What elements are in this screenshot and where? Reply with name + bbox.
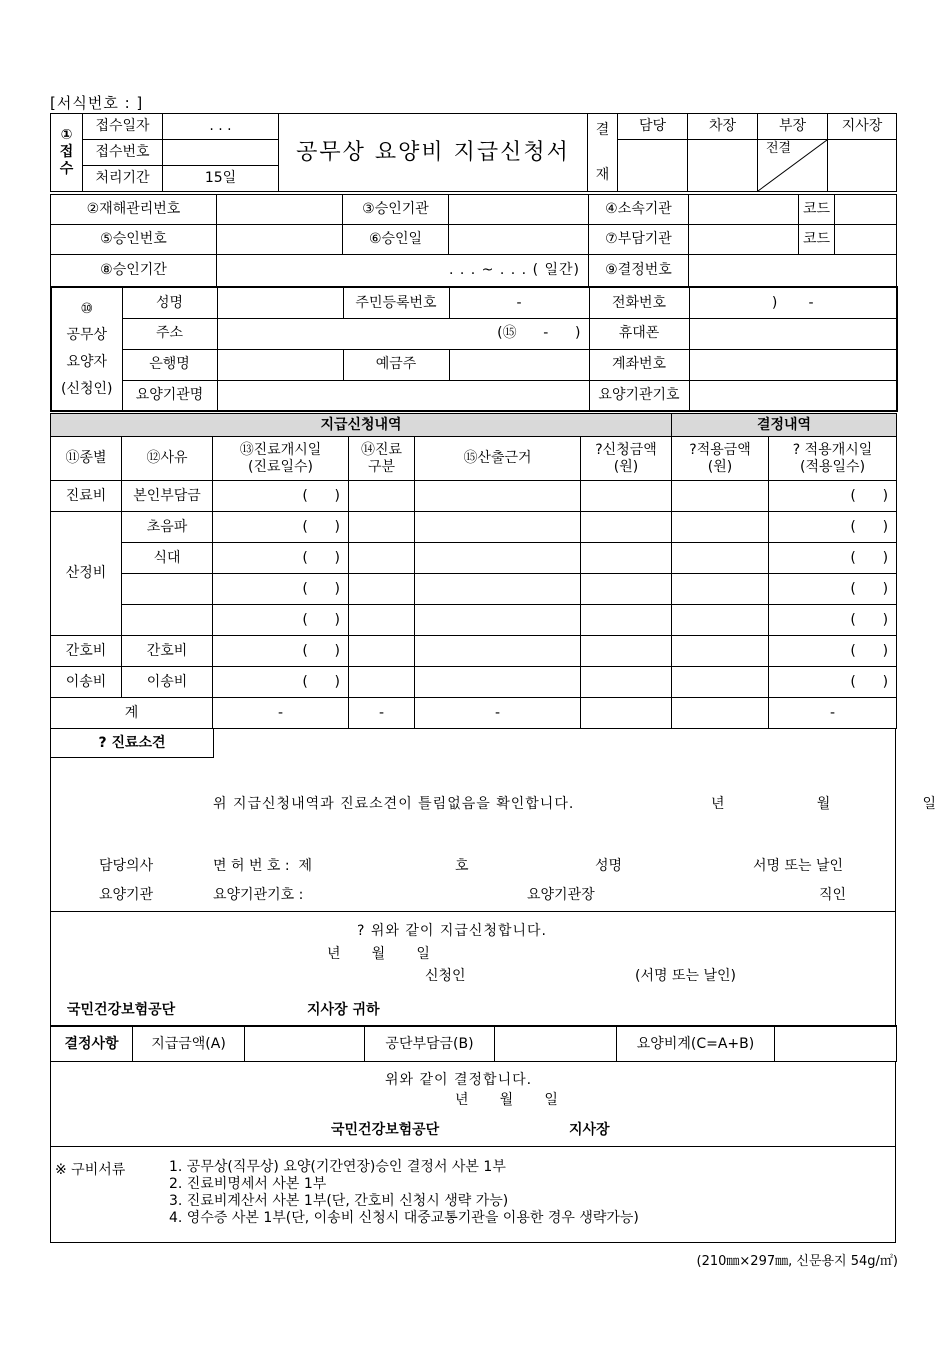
row-start: ( ): [213, 667, 349, 698]
license-label: 면 허 번 호 : 제: [213, 858, 313, 874]
row-basis: [415, 543, 581, 574]
row-applied: [672, 481, 769, 512]
col-basis: ⑮산출근거: [415, 437, 581, 481]
row-basis: [415, 636, 581, 667]
doctor-sign: 서명 또는 날인: [753, 858, 844, 874]
table-row: [51, 481, 897, 512]
application-date: 년 월 일: [327, 946, 430, 962]
approval-date-label: ⑥승인일: [343, 225, 449, 255]
approval-period-value: . . . ~ . . . ( 일간): [217, 255, 589, 287]
paper-note: (210㎜×297㎜, 신문용지 54g/㎡): [696, 1254, 898, 1269]
form-number: [서식번호 : ]: [50, 94, 144, 112]
holder-label: 예금주: [343, 349, 449, 380]
decision-date: 년 월 일: [455, 1092, 558, 1108]
row-reason: [122, 605, 213, 636]
institution-head-label: 요양기관장: [527, 887, 595, 903]
corp-burden-label: 공단부담금(B): [365, 1026, 495, 1061]
row-reason: [122, 574, 213, 605]
approval-no-value: [217, 225, 343, 255]
list-item: 4. 영수증 사본 1부(단, 이송비 신청시 대중교통기관을 이용한 경우 생략가능): [169, 1210, 639, 1226]
approval-header-director: 부장: [758, 114, 828, 140]
approval-sign-deputy: [688, 140, 758, 192]
approval-date-value: [449, 225, 589, 255]
patient-label: ⑩ 공무상 요양자 (신청인): [51, 287, 122, 411]
processing-period-label: 처리기간: [83, 166, 163, 192]
decision-label: 결정사항: [51, 1026, 133, 1061]
row-type: 간호비: [51, 636, 122, 667]
documents-box: [50, 1146, 896, 1243]
approval-label: 결 재: [588, 114, 618, 192]
table-row: [51, 667, 897, 698]
row-category: [349, 543, 415, 574]
row-applied-start: ( ): [769, 605, 897, 636]
row-category: [349, 481, 415, 512]
institution-code-value: [689, 380, 897, 411]
mobile-label: 휴대폰: [589, 318, 689, 349]
pay-amount-label: 지급금액(A): [133, 1026, 245, 1061]
total-start: -: [213, 698, 349, 729]
row-type: 산정비: [51, 512, 122, 636]
ssn-value: -: [449, 287, 589, 318]
row-reason: 식대: [122, 543, 213, 574]
corp-burden-value: [495, 1026, 617, 1061]
approval-period-label: ⑧승인기간: [51, 255, 217, 287]
row-start: ( ): [213, 481, 349, 512]
approval-sign-branch-head: [828, 140, 897, 192]
affiliated-code-label: 코드: [799, 195, 835, 225]
total-cost-label: 요양비계(C=A+B): [617, 1026, 775, 1061]
row-applied: [672, 574, 769, 605]
row-start: ( ): [213, 574, 349, 605]
list-item: 3. 진료비계산서 사본 1부(단, 간호비 신청시 생략 가능): [169, 1193, 509, 1209]
detail-table: [50, 413, 897, 729]
reception-label: ① 접 수: [51, 114, 83, 192]
approval-sign-staff: [618, 140, 688, 192]
col-applied: ?적용금액 (원): [672, 437, 769, 481]
institution-name-value: [217, 380, 589, 411]
mobile-value: [689, 318, 897, 349]
application-statement: ? 위와 같이 지급신청합니다.: [357, 923, 547, 939]
row-start: ( ): [213, 636, 349, 667]
row-applied-start: ( ): [769, 667, 897, 698]
burden-agency-value: [689, 225, 799, 255]
row-type: 진료비: [51, 481, 122, 512]
row-reason: 초음파: [122, 512, 213, 543]
opinion-date: 년 월 일: [711, 796, 937, 812]
row-applied: [672, 543, 769, 574]
col-type: ⑪종별: [51, 437, 122, 481]
applicant-sign: (서명 또는 날인): [635, 968, 736, 984]
documents-list: [169, 1159, 639, 1227]
jeongyeol-label: 전결: [765, 141, 792, 156]
doctor-name-label: 성명: [595, 858, 623, 874]
approval-header-branch-head: 지사장: [828, 114, 897, 140]
row-basis: [415, 605, 581, 636]
total-applied-start: -: [769, 698, 897, 729]
row-requested: [581, 512, 672, 543]
row-applied: [672, 512, 769, 543]
reception-date-value: . . .: [163, 114, 279, 140]
row-type: 이송비: [51, 667, 122, 698]
institution-code-label: 요양기관기호: [589, 380, 689, 411]
list-item: 1. 공무상(직무상) 요양(기간연장)승인 결정서 사본 1부: [169, 1159, 506, 1175]
row-requested: [581, 543, 672, 574]
bank-value: [217, 349, 343, 380]
pay-amount-value: [245, 1026, 365, 1061]
account-value: [689, 349, 897, 380]
approval-header-staff: 담당: [618, 114, 688, 140]
list-item: 2. 진료비명세서 사본 1부: [169, 1176, 327, 1192]
row-applied-start: ( ): [769, 481, 897, 512]
row-reason: 본인부담금: [122, 481, 213, 512]
row-applied-start: ( ): [769, 574, 897, 605]
total-label: 계: [51, 698, 213, 729]
bank-label: 은행명: [122, 349, 217, 380]
header-table: [50, 113, 897, 192]
approval-agency-value: [449, 195, 589, 225]
burden-code-value: [835, 225, 897, 255]
decision-org: 국민건강보험공단: [331, 1122, 440, 1138]
total-category: -: [349, 698, 415, 729]
row-applied-start: ( ): [769, 636, 897, 667]
documents-label: ※ 구비서류: [55, 1162, 126, 1178]
total-row: [51, 698, 897, 729]
row-category: [349, 574, 415, 605]
row-applied-start: ( ): [769, 543, 897, 574]
processing-period-value: 15일: [163, 166, 279, 192]
row-basis: [415, 512, 581, 543]
institution-seal: 직인: [819, 887, 847, 903]
disaster-mgmt-no-value: [217, 195, 343, 225]
reception-number-value: [163, 140, 279, 166]
ssn-label: 주민등록번호: [343, 287, 449, 318]
approval-sign-director: [758, 140, 828, 192]
name-value: [217, 287, 343, 318]
affiliated-code-value: [835, 195, 897, 225]
row-applied: [672, 667, 769, 698]
section-decide-header: 결정내역: [672, 414, 897, 437]
account-label: 계좌번호: [589, 349, 689, 380]
phone-label: 전화번호: [589, 287, 689, 318]
opinion-confirm: 위 지급신청내역과 진료소견이 틀림없음을 확인합니다.: [213, 796, 575, 812]
table-row: [51, 512, 897, 543]
institution-name-label: 요양기관명: [122, 380, 217, 411]
patient-table: [50, 286, 898, 412]
institution-code-label2: 요양기관기호 :: [213, 887, 304, 903]
burden-agency-label: ⑦부담기관: [589, 225, 689, 255]
row-requested: [581, 636, 672, 667]
decision-box: [50, 1061, 896, 1147]
total-applied: [672, 698, 769, 729]
col-requested: ?신청금액 (원): [581, 437, 672, 481]
decision-no-label: ⑨결정번호: [589, 255, 689, 287]
row-start: ( ): [213, 512, 349, 543]
row-applied: [672, 636, 769, 667]
opinion-box: [50, 729, 937, 912]
approval-header-deputy: 차장: [688, 114, 758, 140]
affiliated-agency-label: ④소속기관: [589, 195, 689, 225]
col-reason: ⑫사유: [122, 437, 213, 481]
row-requested: [581, 667, 672, 698]
holder-value: [449, 349, 589, 380]
name-label: 성명: [122, 287, 217, 318]
table-row: [51, 543, 897, 574]
row-basis: [415, 481, 581, 512]
institution-label: 요양기관: [99, 887, 154, 903]
decision-statement: 위와 같이 결정합니다.: [385, 1072, 533, 1088]
doctor-label: 담당의사: [99, 858, 154, 874]
col-start: ⑬진료개시일 (진료일수): [213, 437, 349, 481]
table-row: [51, 574, 897, 605]
table-row: [51, 636, 897, 667]
reception-number-label: 접수번호: [83, 140, 163, 166]
decision-table: [50, 1025, 897, 1062]
row-requested: [581, 574, 672, 605]
approval-no-label: ⑤승인번호: [51, 225, 217, 255]
license-ho: 호: [455, 858, 469, 874]
row-applied: [672, 605, 769, 636]
address-value: (⑮ - ): [217, 318, 589, 349]
row-basis: [415, 667, 581, 698]
section-apply-header: 지급신청내역: [51, 414, 672, 437]
opinion-label: ? 진료소견: [51, 729, 214, 758]
burden-code-label: 코드: [799, 225, 835, 255]
phone-value: ) -: [689, 287, 897, 318]
decision-no-value: [689, 255, 897, 287]
row-category: [349, 667, 415, 698]
col-applied-start: ? 적용개시일 (적용일수): [769, 437, 897, 481]
applicant-label: 신청인: [425, 968, 466, 984]
application-org: 국민건강보험공단: [67, 1002, 176, 1018]
row-start: ( ): [213, 605, 349, 636]
info-table: [50, 194, 897, 287]
total-basis: -: [415, 698, 581, 729]
row-category: [349, 512, 415, 543]
reception-date-label: 접수일자: [83, 114, 163, 140]
row-applied-start: ( ): [769, 512, 897, 543]
row-basis: [415, 574, 581, 605]
form-title: 공무상 요양비 지급신청서: [279, 114, 588, 192]
application-to: 지사장 귀하: [307, 1002, 380, 1018]
decision-head: 지사장: [569, 1122, 610, 1138]
col-category: ⑭진료 구분: [349, 437, 415, 481]
application-box: [50, 911, 896, 1027]
address-label: 주소: [122, 318, 217, 349]
affiliated-agency-value: [689, 195, 799, 225]
row-reason: 이송비: [122, 667, 213, 698]
row-start: ( ): [213, 543, 349, 574]
approval-agency-label: ③승인기관: [343, 195, 449, 225]
table-row: [51, 605, 897, 636]
total-requested: [581, 698, 672, 729]
row-category: [349, 636, 415, 667]
disaster-mgmt-no-label: ②재해관리번호: [51, 195, 217, 225]
row-requested: [581, 481, 672, 512]
total-cost-value: [775, 1026, 897, 1061]
row-category: [349, 605, 415, 636]
row-requested: [581, 605, 672, 636]
row-reason: 간호비: [122, 636, 213, 667]
